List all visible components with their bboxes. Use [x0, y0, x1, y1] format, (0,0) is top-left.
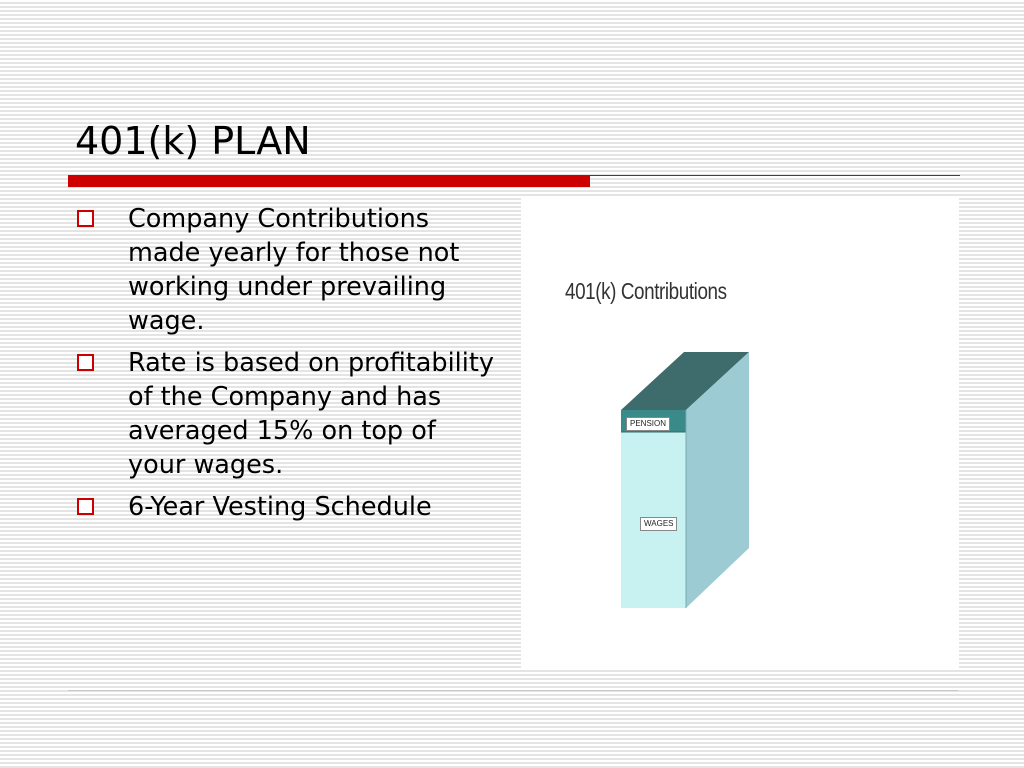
square-bullet-icon	[77, 354, 94, 371]
title-underline-thin	[590, 175, 960, 176]
bullet-list	[75, 202, 495, 532]
wages-label: WAGES	[640, 517, 677, 531]
square-bullet-icon	[77, 498, 94, 515]
slide-title: 401(k) PLAN	[75, 119, 311, 163]
bullet-item	[75, 202, 495, 338]
pension-label: PENSION	[626, 417, 670, 431]
contributions-figure	[521, 198, 959, 670]
square-bullet-icon	[77, 210, 94, 227]
bullet-text: Company Contributions made yearly for those not working under prevailing wage.	[128, 204, 460, 336]
bullet-text: 6-Year Vesting Schedule	[128, 492, 432, 522]
footer-divider	[68, 690, 958, 691]
bullet-item	[75, 490, 495, 524]
stacked-box-illustration	[521, 198, 959, 670]
bullet-text: Rate is based on profitability of the Company and has averaged 15% on top of your wages.	[128, 348, 494, 480]
bullet-item	[75, 346, 495, 482]
title-underline-accent	[68, 175, 590, 187]
figure-title: 401(k) Contributions	[565, 278, 727, 304]
